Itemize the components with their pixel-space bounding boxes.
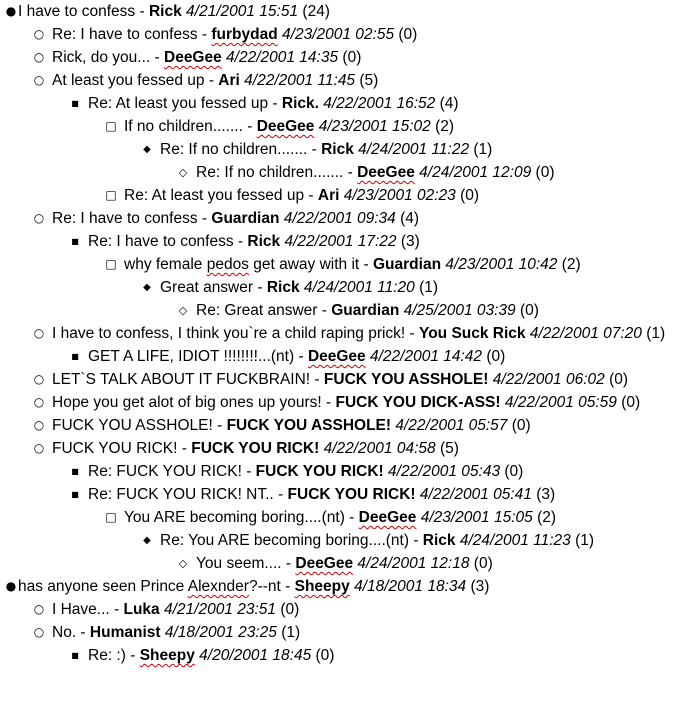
thread-post-row	[0, 644, 683, 667]
post-link[interactable]	[52, 601, 299, 618]
bullet-icon: ■	[71, 467, 79, 476]
post-title: Rick, do you...	[52, 49, 151, 66]
thread-post-row	[0, 0, 683, 23]
bullet-icon: □	[105, 188, 117, 202]
post-title: You seem....	[196, 555, 282, 572]
post-title: LET`S TALK ABOUT IT FUCKBRAIN!	[52, 371, 311, 388]
post-author: Rick	[247, 233, 281, 250]
post-link[interactable]	[52, 210, 419, 227]
post-author: furbydad	[211, 26, 278, 43]
post-date: 4/24/2001 11:22	[358, 141, 470, 158]
separator: -	[150, 49, 164, 66]
thread-post-row	[0, 506, 683, 529]
post-title: Great answer	[160, 279, 254, 296]
bullet-icon: □	[105, 257, 117, 271]
post-date: 4/22/2001 16:52	[323, 95, 436, 112]
post-author: DeeGee	[307, 348, 366, 365]
reply-count: (1)	[473, 141, 493, 158]
bullet-icon: ■	[71, 490, 79, 499]
post-title: You ARE becoming boring....(nt)	[124, 509, 345, 526]
thread-post-row	[0, 529, 683, 552]
separator: -	[405, 325, 420, 342]
post-link[interactable]	[52, 624, 300, 641]
bullet-icon: ◇	[178, 166, 188, 179]
post-date: 4/21/2001 23:51	[164, 601, 277, 618]
post-date: 4/23/2001 02:23	[343, 187, 456, 204]
post-title: Re: You ARE becoming boring....(nt)	[160, 532, 410, 549]
post-title: Re: FUCK YOU RICK! NT..	[88, 486, 274, 503]
post-author: Sheepy	[294, 578, 350, 595]
post-title: Hope you get alot of big ones up yours!	[52, 394, 322, 411]
post-author: You Suck Rick	[419, 325, 526, 342]
bullet-icon: □	[105, 119, 117, 133]
post-link[interactable]	[196, 555, 493, 572]
reply-count: (3)	[400, 233, 420, 250]
thread-post-row	[0, 69, 683, 92]
bullet-icon: ○	[33, 372, 45, 386]
thread-post-row	[0, 253, 683, 276]
post-date: 4/23/2001 02:55	[282, 26, 395, 43]
post-link[interactable]	[52, 371, 628, 388]
post-link[interactable]	[52, 49, 361, 66]
post-date: 4/22/2001 09:34	[283, 210, 396, 227]
post-link[interactable]	[52, 325, 665, 342]
thread-post-row	[0, 460, 683, 483]
post-link[interactable]	[18, 3, 330, 20]
post-link[interactable]	[88, 463, 523, 480]
separator: -	[125, 647, 140, 664]
post-link[interactable]	[196, 164, 554, 181]
bullet-icon: ◆	[143, 535, 151, 546]
reply-count: (0)	[315, 647, 335, 664]
post-title: Re: Great answer	[196, 302, 318, 319]
post-author: Ari	[317, 187, 340, 204]
post-author: Rick.	[281, 95, 319, 112]
thread-post-row	[0, 115, 683, 138]
post-link[interactable]	[88, 647, 334, 664]
separator: -	[317, 302, 332, 319]
post-link[interactable]	[88, 95, 459, 112]
post-date: 4/23/2001 15:02	[318, 118, 431, 135]
post-author: Sheepy	[139, 647, 195, 664]
post-title: At least you fessed up	[52, 72, 205, 89]
post-link[interactable]	[160, 141, 492, 158]
separator: -	[253, 279, 267, 296]
post-author: Ari	[218, 72, 240, 89]
post-date: 4/22/2001 06:02	[492, 371, 605, 388]
reply-count: (0)	[473, 555, 493, 572]
thread-post-row	[0, 46, 683, 69]
separator: -	[344, 509, 359, 526]
bullet-icon: ○	[33, 418, 45, 432]
post-date: 4/24/2001 11:23	[459, 532, 571, 549]
reply-count: (0)	[621, 394, 641, 411]
reply-count: (0)	[460, 187, 480, 204]
post-link[interactable]	[124, 256, 581, 273]
post-author: Luka	[123, 601, 160, 618]
separator: -	[281, 555, 296, 572]
bullet-icon: ◆	[143, 282, 151, 293]
post-link[interactable]	[52, 26, 417, 43]
separator: -	[310, 371, 324, 388]
post-title: Re: If no children.......	[196, 164, 344, 181]
separator: -	[76, 624, 90, 641]
post-title: FUCK YOU ASSHOLE!	[52, 417, 213, 434]
bullet-icon: □	[105, 510, 117, 524]
thread-post-row	[0, 23, 683, 46]
reply-count: (4)	[400, 210, 420, 227]
reply-count: (0)	[535, 164, 555, 181]
post-date: 4/24/2001 11:20	[303, 279, 415, 296]
thread-post-row	[0, 230, 683, 253]
bullet-icon: ○	[33, 326, 45, 340]
thread-post-row	[0, 414, 683, 437]
post-title: If no children.......	[124, 118, 243, 135]
bullet-icon: ■	[71, 237, 79, 246]
post-date: 4/24/2001 12:09	[419, 164, 532, 181]
bullet-icon: ●	[5, 4, 17, 18]
bullet-icon: ○	[33, 441, 45, 455]
separator: -	[109, 601, 124, 618]
thread-post-row	[0, 391, 683, 414]
reply-count: (5)	[359, 72, 379, 89]
thread-post-row	[0, 184, 683, 207]
separator: -	[241, 463, 256, 480]
post-author: Humanist	[89, 624, 161, 641]
post-title: Re: I have to confess	[52, 210, 198, 227]
post-author: DeeGee	[256, 118, 315, 135]
post-title: Re: I have to confess	[52, 26, 198, 43]
post-link[interactable]	[124, 509, 556, 526]
post-title: No.	[52, 624, 77, 641]
post-link[interactable]	[88, 233, 420, 250]
thread-post-row	[0, 138, 683, 161]
post-link[interactable]	[52, 394, 640, 411]
post-date: 4/23/2001 15:05	[420, 509, 533, 526]
post-title: I have to confess	[18, 3, 136, 20]
thread-post-row	[0, 299, 683, 322]
reply-count: (1)	[646, 325, 666, 342]
reply-count: (0)	[519, 302, 539, 319]
bullet-icon: ◆	[143, 144, 151, 155]
separator: -	[409, 532, 423, 549]
post-date: 4/22/2001 05:41	[419, 486, 532, 503]
thread-post-row	[0, 161, 683, 184]
reply-count: (2)	[435, 118, 455, 135]
post-date: 4/24/2001 12:18	[357, 555, 470, 572]
thread-post-row	[0, 621, 683, 644]
post-date: 4/22/2001 17:22	[284, 233, 397, 250]
post-author: DeeGee	[357, 164, 415, 181]
reply-count: (0)	[398, 26, 418, 43]
reply-count: (1)	[281, 624, 301, 641]
separator: -	[197, 26, 212, 43]
post-title: GET A LIFE, IDIOT !!!!!!!!...(nt)	[88, 348, 295, 365]
post-link[interactable]	[52, 440, 459, 457]
post-date: 4/25/2001 03:39	[403, 302, 516, 319]
post-title: FUCK YOU RICK!	[52, 440, 178, 457]
thread-post-row	[0, 322, 683, 345]
post-author: Rick	[321, 141, 354, 158]
reply-count: (0)	[280, 601, 300, 618]
separator: -	[321, 394, 336, 411]
post-author: FUCK YOU ASSHOLE!	[323, 371, 489, 388]
separator: -	[304, 187, 318, 204]
post-title: Re: If no children.......	[160, 141, 308, 158]
separator: -	[273, 486, 288, 503]
bullet-icon: ○	[33, 50, 45, 64]
post-link[interactable]	[124, 187, 479, 204]
separator: -	[343, 164, 358, 181]
thread-post-row	[0, 92, 683, 115]
thread-post-row	[0, 483, 683, 506]
bullet-icon: ○	[33, 395, 45, 409]
post-date: 4/22/2001 04:58	[323, 440, 436, 457]
bullet-icon: ■	[71, 651, 79, 660]
post-link[interactable]	[196, 302, 539, 319]
post-date: 4/23/2001 10:42	[445, 256, 558, 273]
separator: -	[242, 118, 257, 135]
post-date: 4/22/2001 14:35	[226, 49, 339, 66]
separator: -	[204, 72, 219, 89]
post-author: FUCK YOU RICK!	[287, 486, 416, 503]
post-date: 4/22/2001 05:43	[388, 463, 501, 480]
reply-count: (24)	[302, 3, 330, 20]
bullet-icon: ◇	[178, 304, 188, 317]
post-date: 4/18/2001 18:34	[354, 578, 467, 595]
separator: -	[233, 233, 248, 250]
post-date: 4/22/2001 05:59	[504, 394, 617, 411]
post-author: FUCK YOU RICK!	[191, 440, 320, 457]
post-author: FUCK YOU DICK-ASS!	[335, 394, 501, 411]
thread-post-row	[0, 345, 683, 368]
reply-count: (0)	[511, 417, 531, 434]
post-author: FUCK YOU RICK!	[255, 463, 384, 480]
reply-count: (3)	[536, 486, 556, 503]
separator: -	[135, 3, 149, 20]
bullet-icon: ○	[33, 602, 45, 616]
post-author: DeeGee	[295, 555, 354, 572]
thread-post-row	[0, 598, 683, 621]
thread-post-row	[0, 552, 683, 575]
bullet-icon: ■	[71, 352, 79, 361]
post-date: 4/20/2001 18:45	[199, 647, 312, 664]
reply-count: (1)	[575, 532, 595, 549]
reply-count: (0)	[342, 49, 362, 66]
reply-count: (0)	[504, 463, 524, 480]
bullet-icon: ●	[5, 579, 17, 593]
bullet-icon: ○	[33, 73, 45, 87]
post-author: DeeGee	[164, 49, 222, 66]
post-author: Rick	[148, 3, 182, 20]
post-link[interactable]	[124, 118, 454, 135]
post-title: Re: At least you fessed up	[124, 187, 305, 204]
bullet-icon: ○	[33, 625, 45, 639]
bullet-icon: ◇	[178, 557, 188, 570]
separator: -	[268, 95, 282, 112]
reply-count: (4)	[439, 95, 459, 112]
post-date: 4/21/2001 15:51	[186, 3, 299, 20]
post-author: Rick	[266, 279, 300, 296]
reply-count: (2)	[561, 256, 581, 273]
thread-post-row	[0, 368, 683, 391]
separator: -	[197, 210, 212, 227]
reply-count: (3)	[470, 578, 490, 595]
separator: -	[294, 348, 308, 365]
post-author: Rick	[422, 532, 456, 549]
reply-count: (0)	[486, 348, 506, 365]
post-title: Re: At least you fessed up	[88, 95, 269, 112]
post-author: Guardian	[373, 256, 442, 273]
post-title: Re: FUCK YOU RICK!	[88, 463, 242, 480]
post-author: FUCK YOU ASSHOLE!	[226, 417, 392, 434]
post-link[interactable]	[160, 279, 438, 296]
bullet-icon: ○	[33, 211, 45, 225]
post-link[interactable]	[88, 486, 555, 503]
thread-post-row	[0, 575, 683, 598]
separator: -	[307, 141, 322, 158]
post-link[interactable]	[52, 72, 378, 89]
post-link[interactable]	[88, 348, 505, 365]
separator: -	[212, 417, 227, 434]
post-date: 4/22/2001 05:57	[395, 417, 508, 434]
post-title: I have to confess, I think you`re a child raping prick!	[52, 325, 406, 342]
separator: -	[359, 256, 373, 273]
separator: -	[280, 578, 295, 595]
reply-count: (1)	[419, 279, 439, 296]
post-link[interactable]	[52, 417, 531, 434]
post-title: Re: :)	[88, 647, 126, 664]
thread-post-row	[0, 437, 683, 460]
post-title: has anyone seen Prince Alexnder?--nt	[18, 578, 281, 595]
reply-count: (0)	[609, 371, 629, 388]
post-title: I Have...	[52, 601, 110, 618]
post-title: why female pedos get away with it	[124, 256, 360, 273]
bullet-icon: ■	[71, 99, 79, 108]
thread-post-row	[0, 276, 683, 299]
post-title: Re: I have to confess	[88, 233, 234, 250]
thread-post-row	[0, 207, 683, 230]
post-author: Guardian	[331, 302, 400, 319]
post-date: 4/22/2001 07:20	[529, 325, 642, 342]
post-link[interactable]	[18, 578, 489, 595]
separator: -	[177, 440, 192, 457]
post-author: DeeGee	[358, 509, 417, 526]
post-link[interactable]	[160, 532, 594, 549]
bullet-icon: ○	[33, 27, 45, 41]
post-date: 4/22/2001 11:45	[244, 72, 356, 89]
post-author: Guardian	[211, 210, 280, 227]
post-date: 4/18/2001 23:25	[164, 624, 277, 641]
reply-count: (5)	[439, 440, 459, 457]
reply-count: (2)	[537, 509, 557, 526]
post-date: 4/22/2001 14:42	[369, 348, 483, 365]
